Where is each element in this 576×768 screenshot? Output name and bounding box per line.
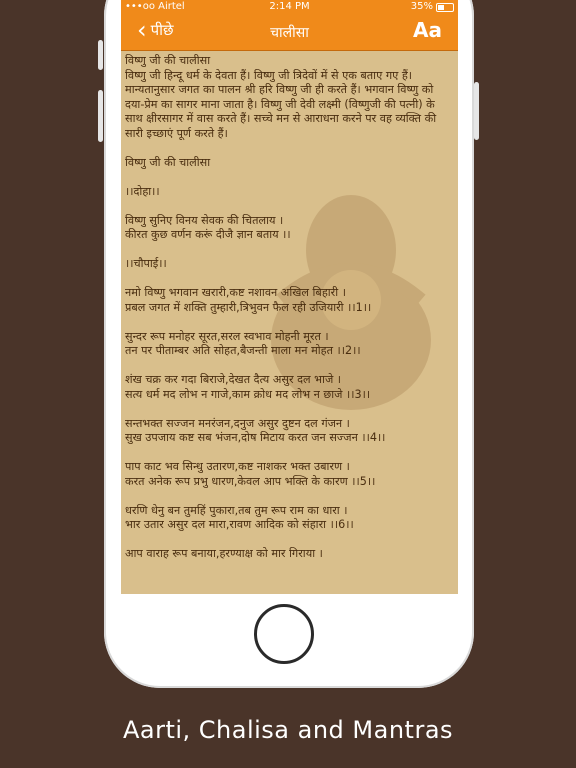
text-paragraph: सुन्दर रूप मनोहर सूरत,सरल स्वभाव मोहनी मूरत । तन पर पीताम्बर अति सोहत,बैजन्ती माला मन मोहत ।।2।। bbox=[125, 329, 361, 357]
page-title: चालीसा bbox=[270, 25, 309, 41]
text-paragraph: विष्णु जी की चालीसा विष्णु जी हिन्दू धर्म के देवता हैं। विष्णु जी त्रिदेवों में से एक बताए गए हैं। मान्यतानुसार जगत का पालन श्री हरि विष्णु जी ही करते हैं। भगवान विष्णु को दया-प्रेम का सागर माना जाता है। विष्णु जी देवी लक्ष्मी (विष्णुजी की पत्नी) के साथ क्षीरसागर में वास करते हैं। सच्चे मन से आराधना करने पर वह व्यक्ति की सारी इच्छाएं पूर्ण करते हैं। bbox=[125, 54, 437, 140]
home-button[interactable] bbox=[254, 604, 314, 664]
navigation-bar bbox=[121, 14, 458, 51]
text-paragraph: विष्णु सुनिए विनय सेवक की चितलाय । कीरत कुछ वर्णन करूं दीजै ज्ञान बताय ।। bbox=[125, 213, 291, 241]
phone-power-button bbox=[474, 82, 479, 140]
phone-volume-button bbox=[98, 90, 103, 142]
text-paragraph: शंख चक्र कर गदा बिराजे,देखत दैत्य असुर दल भाजे । सत्य धर्म मद लोभ न गाजे,काम क्रोध मद लोभ न छाजे ।।3।। bbox=[125, 373, 371, 401]
text-paragraph: धरणि धेनु बन तुमहिं पुकारा,तब तुम रूप राम का धारा । भार उतार असुर दल मारा,रावण आदिक को संहारा ।।6।। bbox=[125, 503, 354, 531]
text-paragraph: नमो विष्णु भगवान खरारी,कष्ट नशावन अखिल बिहारी । प्रबल जगत में शक्ति तुम्हारी,त्रिभुवन फैल रही उजियारी ।।1।। bbox=[125, 286, 372, 314]
app-screen bbox=[121, 0, 458, 594]
text-paragraph: पाप काट भव सिन्धु उतारण,कष्ट नाशकर भक्त उबारण । करत अनेक रूप प्रभु धारण,केवल आप भक्ति के कारण ।।5।। bbox=[125, 460, 376, 488]
text-paragraph: विष्णु जी की चालीसा bbox=[125, 155, 211, 169]
scroll-indicator[interactable] bbox=[453, 52, 456, 588]
text-paragraph: सन्तभक्त सज्जन मनरंजन,दनुज असुर दुष्टन दल गंजन । सुख उपजाय कष्ट सब भंजन,दोष मिटाय करत जन सज्जन ।।4।। bbox=[125, 416, 386, 444]
battery-percent: 35% bbox=[410, 1, 433, 12]
clock: 2:14 PM bbox=[269, 1, 310, 12]
caption: Aarti, Chalisa and Mantras bbox=[122, 716, 454, 744]
phone-mute-switch bbox=[98, 40, 103, 70]
carrier-label: •••oo Airtel bbox=[125, 1, 185, 12]
back-label: पीछे bbox=[150, 21, 174, 39]
battery-icon bbox=[436, 3, 454, 12]
battery-status bbox=[411, 0, 454, 14]
chalisa-text[interactable] bbox=[121, 50, 458, 594]
status-bar bbox=[121, 0, 458, 14]
text-paragraph: आप वाराह रूप बनाया,हरण्याक्ष को मार गिराया । bbox=[125, 547, 323, 560]
chevron-left-icon: ‹ bbox=[137, 16, 147, 44]
font-size-button[interactable]: Aa bbox=[413, 18, 442, 42]
text-paragraph: ।।चौपाई।। bbox=[125, 257, 167, 270]
battery-fill bbox=[438, 5, 444, 10]
text-paragraph: ।।दोहा।। bbox=[125, 184, 160, 198]
